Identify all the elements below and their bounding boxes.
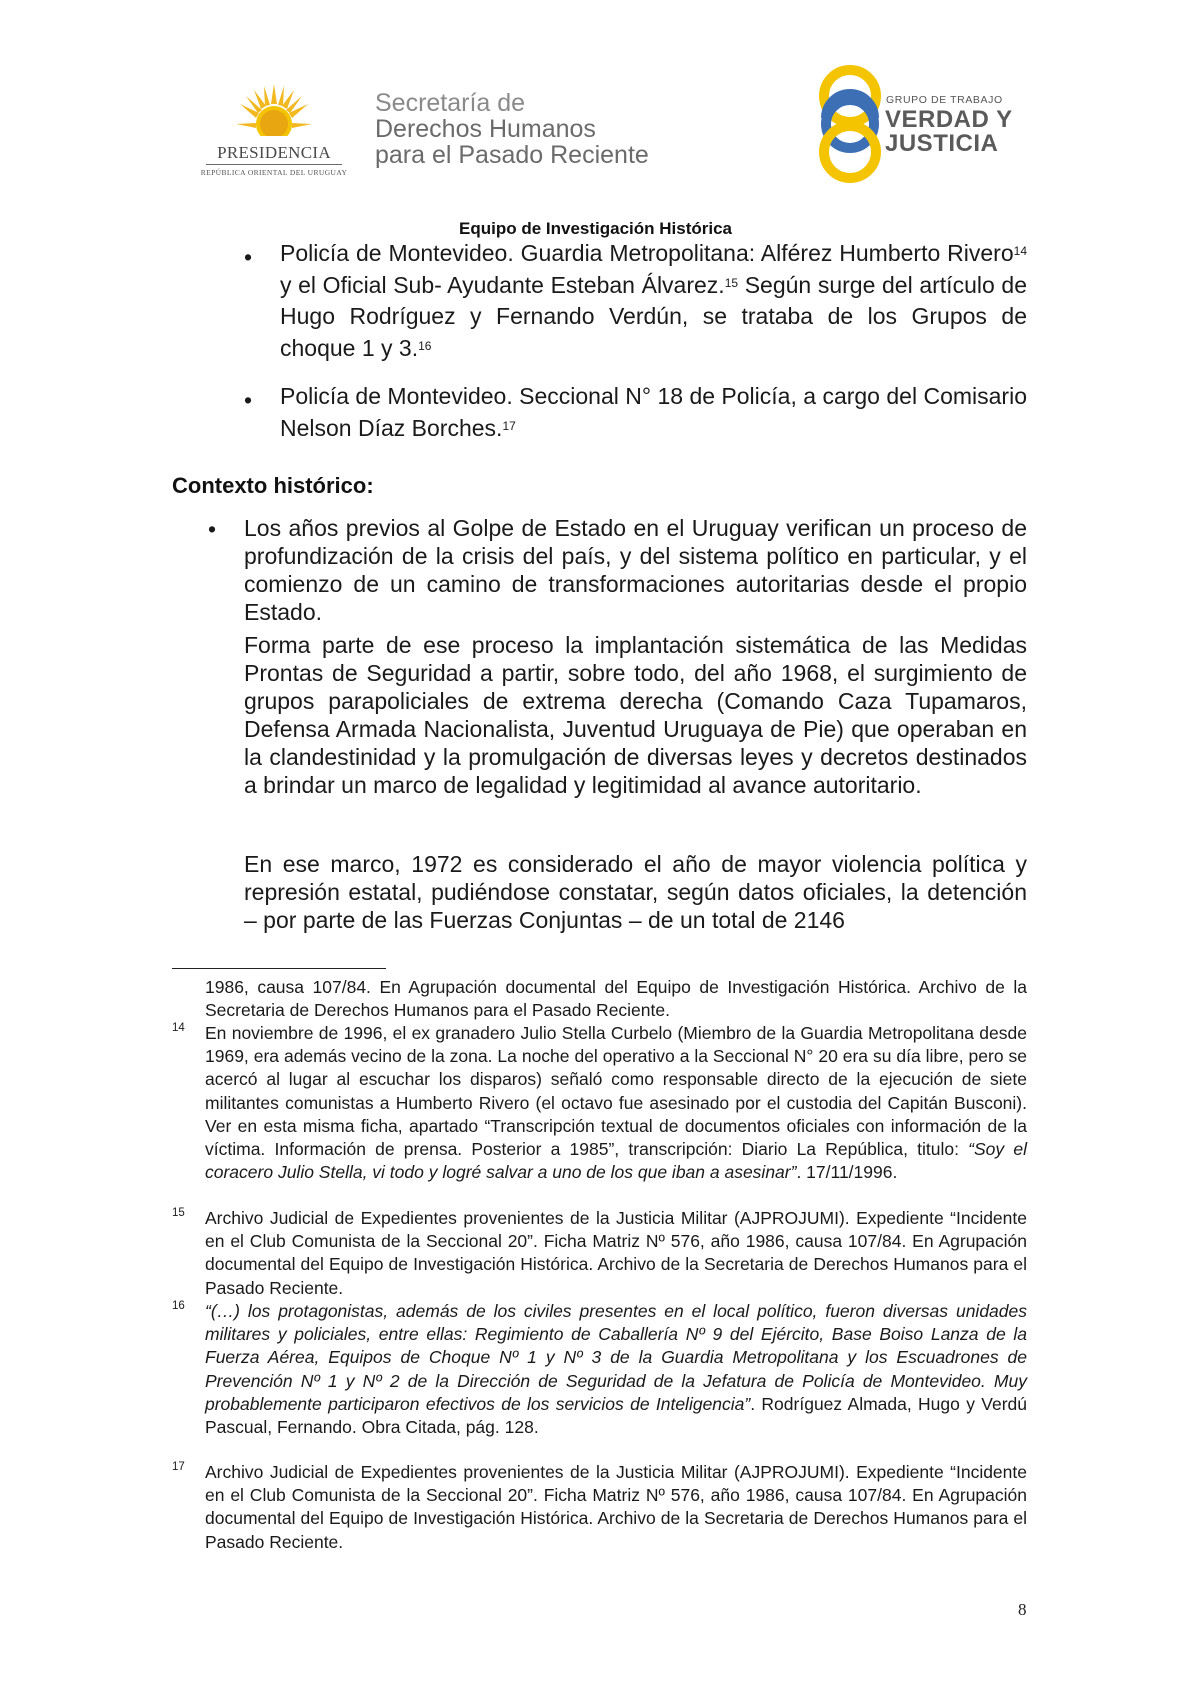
bullet-symbol: •: [244, 387, 253, 413]
presidencia-logo: [196, 82, 352, 182]
presidencia-subtitle: REPÚBLICA ORIENTAL DEL URUGUAY: [200, 168, 348, 177]
bullet-item-guardia: [280, 238, 1027, 364]
bullet-symbol: •: [244, 244, 253, 270]
paragraph-3: En ese marco, 1972 es considerado el año de mayor violencia política y represión estatal, pudiéndose constatar, según datos oficiales, la detención – por parte de las Fuerzas Conjuntas – de un total de 2146: [244, 851, 1027, 933]
secretaria-line-3: para el Pasado Reciente: [375, 141, 649, 169]
presidencia-name: PRESIDENCIA: [217, 143, 331, 162]
page-number: 8: [1018, 1600, 1027, 1619]
divider: [206, 164, 342, 165]
secretaria-line-1: Secretaría de: [375, 89, 526, 117]
footnote-number: 17: [172, 1461, 185, 1473]
section-heading: Contexto histórico:: [172, 473, 374, 498]
footnote-quote: “Soy el coracero Julio Stella, vi todo y logré salvar a uno de los que iban a asesinar”: [205, 1139, 1027, 1183]
bullet-symbol: •: [208, 516, 217, 542]
footnote-16: [205, 1300, 1027, 1439]
footnote-number: 15: [172, 1207, 185, 1219]
paragraph-2: Forma parte de ese proceso la implantación sistemática de las Medidas Prontas de Seguridad a partir, sobre todo, del año 1968, el surgimiento de grupos parapoliciales de extrema derecha (Comando Caza Tupamaros, Defensa Armada Nacionalista, Juventud Uruguaya de Pie) que operaban en la clandestinidad y la promulgación de diversas leyes y decretos destinados a brindar un marco de legalidad y legitimidad al avance autoritario.: [244, 632, 1027, 798]
bullet-text: Policía de Montevideo. Guardia Metropolitana: Alférez Humberto Rivero: [280, 240, 1014, 266]
grupo-line-1: VERDAD Y: [885, 106, 1013, 133]
grupo-trabajo-logo: [812, 62, 1012, 187]
secretaria-title: [375, 90, 649, 168]
footnote-text: . Rodríguez Almada, Hugo y Verdú Pascual, Fernando. Obra Citada, pág. 128.: [205, 1393, 1027, 1438]
footnote-number: 16: [172, 1300, 185, 1312]
bullet-text: Según surge del artículo de Hugo Rodríguez y Fernando Verdún, se trataba de los Grupos de choque 1 y 3.: [280, 271, 1027, 361]
bullet-text: Policía de Montevideo. Seccional N° 18 de Policía, a cargo del Comisario Nelson Díaz Borches.: [280, 383, 1027, 441]
team-title: Equipo de Investigación Histórica: [459, 219, 732, 238]
bullet-text: y el Oficial Sub- Ayudante Esteban Álvarez.: [280, 271, 725, 298]
footnote-14: [205, 1022, 1027, 1184]
footnote-ref: 15: [724, 275, 739, 290]
footnote-15: Archivo Judicial de Expedientes provenientes de la Justicia Militar (AJPROJUMI). Expediente “Incidente en el Club Comunista de la Seccional 20”. Ficha Matriz Nº 576, año 1986, causa 107/84. En Agrupación documental del Equipo de Investigación Histórica. Archivo de la Secretaria de Derechos Humanos para el Pasado Reciente.: [205, 1208, 1027, 1298]
footnote-number: 14: [172, 1022, 185, 1034]
footnote-ref: 14: [1013, 244, 1027, 258]
paragraph-1: Los años previos al Golpe de Estado en el Uruguay verifican un proceso de profundización de la crisis del país, y del sistema político en particular, y el comienzo de un camino de transformaciones autoritarias desde el propio Estado.: [244, 515, 1027, 625]
footnote-text: . 17/11/1996.: [796, 1162, 898, 1183]
footnote-quote: “(…) los protagonistas, además de los civiles presentes en el local político, fueron diversas unidades militares y policiales, entre ellas: Regimiento de Caballería Nº 9 del Ejército, Base Boiso Lanza de la Fuerza Aérea, Equipos de Choque Nº 1 y Nº 3 de la Guardia Metropolitana y los Escuadrones de Prevención Nº 1 y Nº 2 de la Dirección de Seguridad de la Jefatura de Policía de Montevideo. Muy probablemente participaron efectivos de los servicios de Inteligencia”: [205, 1301, 1027, 1414]
rings-icon: [812, 62, 886, 187]
footnote-ref: 17: [502, 418, 516, 433]
footnote-text: En noviembre de 1996, el ex granadero Julio Stella Curbelo (Miembro de la Guardia Metropolitana desde 1969, era además vecino de la zona. La noche del operativo a la Seccional N° 20 era su día libre, pero se acercó al lugar al escuchar los disparos) señaló como responsable directo de la ejecución de siete militantes comunistas a Humberto Rivero (el octavo fue asesinado por el custodia del Capitán Busconi). Ver en esta misma ficha, apartado “Transcripción textual de documentos oficiales con información de la víctima. Información de prensa. Posterior a 1985”, transcripción: Diario La República, titulo:: [205, 1023, 1027, 1160]
secretaria-line-2: Derechos Humanos: [375, 115, 596, 143]
footnote-ref: 16: [418, 338, 432, 353]
footnote-separator: [172, 968, 386, 969]
footnote-17: Archivo Judicial de Expedientes provenientes de la Justicia Militar (AJPROJUMI). Expediente “Incidente en el Club Comunista de la Seccional 20”. Ficha Matriz Nº 576, año 1986, causa 107/84. En Agrupación documental del Equipo de Investigación Histórica. Archivo de la Secretaria de Derechos Humanos para el Pasado Reciente.: [205, 1462, 1027, 1552]
sun-icon: [234, 82, 314, 144]
grupo-line-2: JUSTICIA: [885, 130, 999, 157]
footnote-continuation: 1986, causa 107/84. En Agrupación documental del Equipo de Investigación Histórica. Archivo de la Secretaria de Derechos Humanos para el Pasado Reciente.: [205, 977, 1027, 1021]
grupo-small-label: GRUPO DE TRABAJO: [886, 94, 1003, 106]
bullet-item-seccional: [280, 381, 1027, 444]
